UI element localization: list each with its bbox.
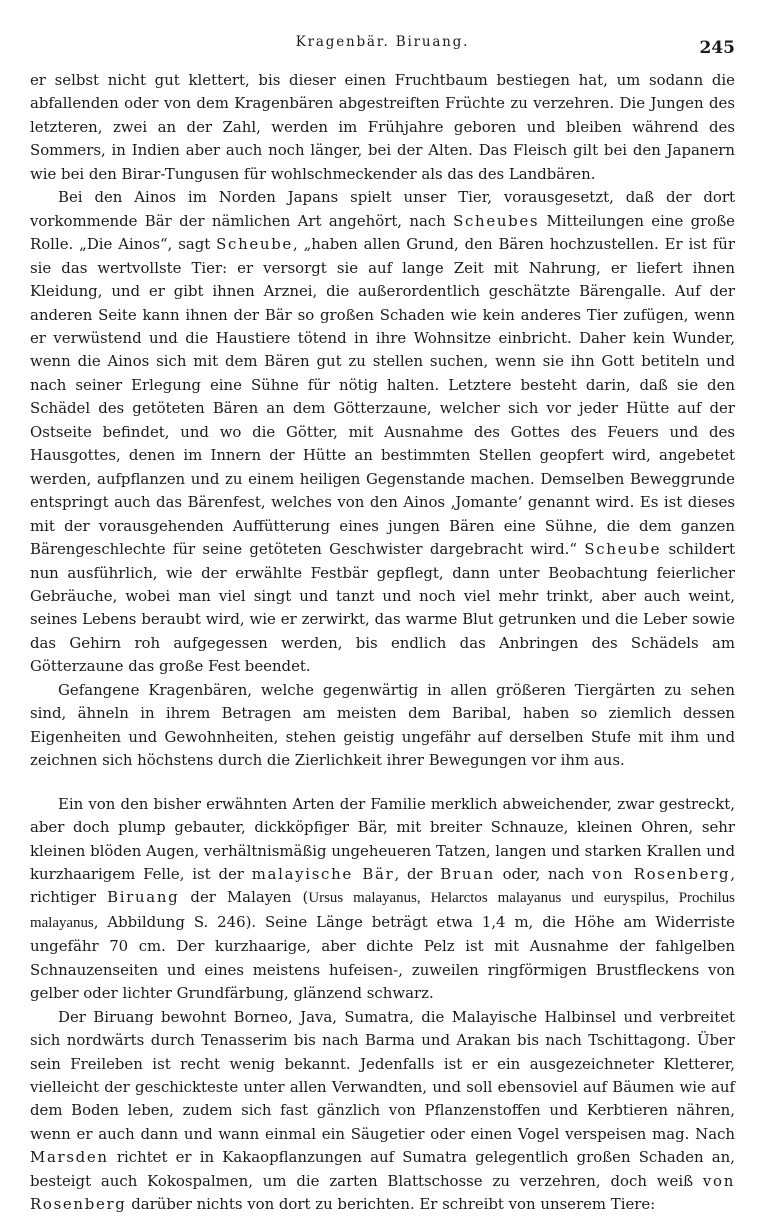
paragraph-text: , richtiger [30,864,735,907]
latin-names: Ursus malayanus, Helarctos malayanus und euryspilus, Prochilus malayanus [30,890,735,931]
book-page [30,30,735,1214]
species-name: Biruang [107,888,180,907]
paragraph-ainos [30,186,735,679]
paragraph-text: richtet er in Kakaopflanzungen auf Sumatra gelegentlich großen Schaden an, besteigt auch Kokospalmen, um die zarten Blattschosse zu verzehren, doch weiß [30,1148,735,1190]
paragraph-text: Ein von den bisher erwähnten Arten der Familie merklich abweichender, zwar gestreckt, aber doch plump gebauter, dickköpfiger Bär, mit breiter Schnauze, kleinen Ohren, sehr kleinen blöden Augen, verhältnismäßig ungeheueren Tatzen, langen und starken Krallen und kurzhaarigem Felle, ist der [30,794,735,883]
author-name: Marsden [30,1148,109,1167]
species-name: Bruan [440,864,495,883]
author-name: von Rosenberg [30,1171,735,1214]
paragraph-kragenbaer-continued [30,69,735,186]
paragraph-text: er selbst nicht gut klettert, bis dieser einen Fruchtbaum bestiegen hat, um sodann die abfallenden oder von dem Kragenbären abgestreiften Früchte zu verzehren. Die Jungen des letzteren, zwei an der Zahl, werden im Frühjahre geboren und bleiben während des Sommers, in Indien aber auch noch länger, bei der Alten. Das Fleisch gilt bei den Japanern wie bei den Birar-Tungusen für wohlschmeckender als das des Landbären. [30,71,735,183]
paragraph-text: schildert nun ausführlich, wie der erwählte Festbär gepflegt, dann unter Beobachtung feierlicher Gebräuche, wobei man viel singt und tanzt und noch viel mehr trinkt, aber auch weint, seines Lebens beraubt wird, wie er zerwirkt, das warme Blut getrunken und die Leber sowie das Gehirn roh aufgegessen werden, bis endlich das Anbringen des Schädels am Götterzaune das große Fest beendet. [30,540,735,676]
species-name: malayische Bär [251,864,395,883]
paragraph-biruang-range [30,1006,735,1217]
paragraph-text: , der [394,864,441,883]
paragraph-text: darüber nichts von dort zu berichten. Er schreibt von unserem Tiere: [126,1195,656,1214]
paragraph-text: Der Biruang bewohnt Borneo, Java, Sumatra, die Malayische Halbinsel und verbreitet sich nordwärts durch Tenasserim bis nach Barma und Arakan bis nach Tschittagong. Über sein Freileben ist recht wenig bekannt. Jedenfalls ist er ein ausgezeichneter Kletterer, vielleicht der geschickteste unter allen Verwandten, und soll ebensoviel auf Bäumen wie auf dem Boden leben, zudem sich fast gänzlich von Pflanzenstoffen und Kerbtieren nähren, wenn er auch dann und wann einmal ein Säugetier oder einen Vogel verspeisen mag. Nach [30,1007,735,1143]
page-number: 245 [699,38,735,58]
paragraph-text: , „haben allen Grund, den Bären hochzustellen. Er ist für sie das wertvollste Tier: er versorgt sie auf lange Zeit mit Nahrung, er liefert ihnen Kleidung, und er gibt ihnen Arznei, die außerordentlich geschätzte Bärengalle. Auf der anderen Seite kann ihnen der Bär so großen Schaden wie kein anderes Tier zufügen, wenn er verwüstend und die Haustiere tötend in ihre Wohnsitze einbricht. Daher kein Wunder, wenn die Ainos sich mit dem Bären gut zu stellen suchen, wenn sie ihn Gott betiteln und nach seiner Erlegung eine Sühne für nötig halten. Letztere besteht darin, daß sie den Schädel des getöteten Bären an dem Götterzaune, welcher sich vor jeder Hütte auf der Ostseite befindet, und wo die Götter, mit Ausnahme des Gottes des Feuers und des Hausgottes, denen im Innern der Hütte an bestimmten Stellen geopfert wird, angebetet werden, aufpflanzen und zu einem heiligen Gegenstande machen. Demselben Beweggrunde entspringt auch das Bärenfest, welches von den Ainos ‚Jomante‘ genannt wird. Es ist dieses mit der vorausgehenden Auffütterung eines jungen Bären eine Sühne, die dem ganzen Bärengeschlechte für seine getöteten Geschwister dargebracht wird.“ [30,235,735,559]
page-header [30,30,735,56]
paragraph-text: Bei den Ainos im Norden Japans spielt unser Tier, vorausgesetzt, daß der dort vorkommende Bär der nämlichen Art angehört, nach [30,188,735,230]
paragraph-text: der Malayen ( [179,888,309,907]
paragraph-captive-bears [30,679,735,773]
body-text [30,69,735,1217]
author-name: von Rosenberg [592,864,731,883]
paragraph-text: Mitteilungen eine große Rolle. „Die Ainos“, sagt [30,211,735,254]
author-name: Scheubes [453,211,540,230]
paragraph-text: Gefangene Kragenbären, welche gegenwärtig in allen größeren Tiergärten zu sehen sind, ähneln in ihrem Betragen am meisten dem Baribal, haben so ziemlich dessen Eigenheiten und Gewohnheiten, stehen geistig ungefähr auf derselben Stufe mit ihm und zeichnen sich höchstens durch die Zierlichkeit ihrer Bewegungen vor ihm aus. [30,680,735,770]
paragraph-text: oder, nach [494,864,593,883]
running-title: Kragenbär. Biruang. [295,34,470,50]
paragraph-biruang-description [30,793,735,1006]
paragraph-text: , Abbildung S. 246). Seine Länge beträgt etwa 1,4 m, die Höhe am Widerriste ungefähr 70 cm. Der kurzhaarige, aber dichte Pelz ist mit Ausnahme der fahlgelben Schnauzenseiten und eines meistens hufeisen-, zuweilen ringförmigen Brustfleckens von gelber oder lichter Grundfärbung, glänzend schwarz. [30,912,735,1003]
author-name: Scheube [216,235,293,254]
author-name: Scheube [584,540,662,559]
